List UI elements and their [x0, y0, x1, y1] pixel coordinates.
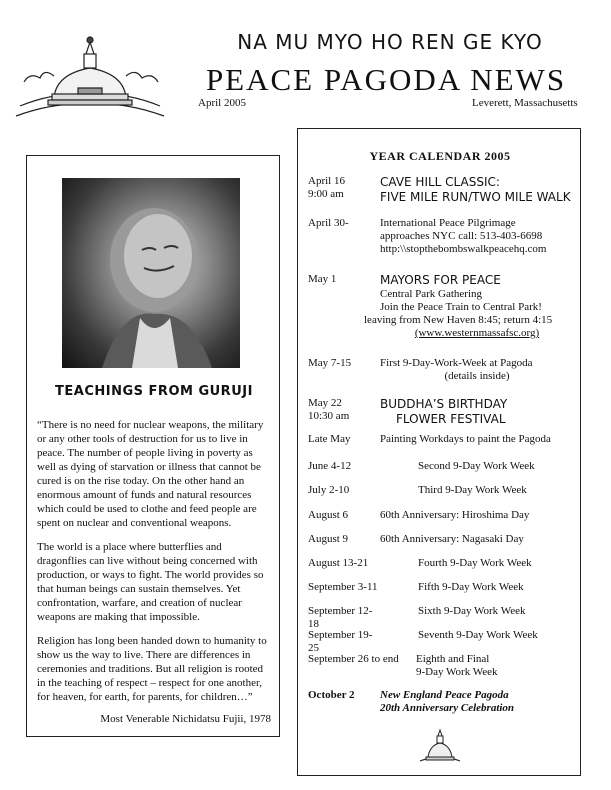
event-line: Second 9-Day Work Week	[418, 460, 535, 472]
event-line: Painting Workdays to paint the Pagoda	[380, 433, 551, 445]
event-line: Join the Peace Train to Central Park!	[380, 301, 542, 313]
event-date: May 22	[308, 397, 342, 409]
event-line: FIVE MILE RUN/TWO MILE WALK	[380, 190, 571, 204]
event-date: Late May	[308, 433, 351, 445]
event-date: April 16	[308, 175, 345, 187]
event-time: 9:00 am	[308, 188, 344, 200]
newsletter-title: PEACE PAGODA NEWS	[205, 62, 567, 97]
event-date: August 13-21	[308, 557, 369, 569]
event-line: Fifth 9-Day Work Week	[418, 581, 524, 593]
event-line: approaches NYC call: 513-403-6698	[380, 230, 543, 242]
event-date: July 2-10	[308, 484, 350, 496]
event-link[interactable]: http:\\stopthebombswalkpeacehq.com	[380, 243, 547, 255]
event-line: CAVE HILL CLASSIC:	[380, 175, 500, 189]
issue-location: Leverett, Massachusetts	[472, 97, 578, 109]
event-line: BUDDHA’S BIRTHDAY	[380, 397, 508, 411]
event-line: leaving from New Haven 8:45; return 4:15	[364, 314, 553, 326]
teachings-heading: TEACHINGS FROM GURUJI	[55, 384, 253, 399]
event-line: Eighth and Final	[416, 653, 490, 665]
event-line: MAYORS FOR PEACE	[380, 273, 501, 287]
event-line: New England Peace Pagoda	[380, 689, 509, 701]
event-line: Third 9-Day Work Week	[418, 484, 527, 496]
event-line: International Peace Pilgrimage	[380, 217, 516, 229]
event-link[interactable]: (www.westernmassafsc.org)	[414, 327, 540, 339]
teachings-paragraph: “There is no need for nuclear weapons, the military or any other tools of destruction for us to live in peace. The number of people living in poverty as well as dying of starvation or illness that cannot be cured is on the rise today. On the other hand an enormous amount of funds and natural resources which could be used to clothe and feed people are spent on nuclear and conventional weapons.	[37, 419, 264, 529]
event-date: September 26 to end	[308, 653, 399, 665]
peace-pagoda-logo	[14, 32, 166, 124]
year-calendar-box	[297, 128, 581, 776]
event-date: August 6	[308, 509, 349, 521]
event-line: 60th Anniversary: Nagasaki Day	[380, 533, 524, 545]
calendar-heading: YEAR CALENDAR 2005	[369, 149, 511, 163]
event-line: (details inside)	[444, 370, 510, 382]
event-line: FLOWER FESTIVAL	[396, 412, 506, 426]
event-date: May 7-15	[308, 357, 352, 369]
event-date: June 4-12	[308, 460, 352, 472]
event-line: Central Park Gathering	[380, 288, 483, 300]
event-line: Fourth 9-Day Work Week	[418, 557, 532, 569]
event-line: 20th Anniversary Celebration	[380, 702, 515, 714]
teachings-text	[37, 418, 273, 714]
teachings-attribution: Most Venerable Nichidatsu Fujii, 1978	[100, 713, 271, 725]
event-line: 9-Day Work Week	[416, 666, 498, 678]
event-date: September 3-11	[308, 581, 378, 593]
event-line: First 9-Day-Work-Week at Pagoda	[380, 357, 533, 369]
teachings-box	[26, 155, 280, 737]
teachings-paragraph: Religion has long been handed down to humanity to show us the way to live. There are differences in ceremonies and traditions. But all religion is rooted in the teaching of respect – respect for one another, for heaven, for earth, for parents, for children…”	[37, 635, 267, 703]
event-line: Seventh 9-Day Work Week	[418, 629, 538, 641]
issue-date: April 2005	[198, 97, 246, 109]
event-date: August 9	[308, 533, 349, 545]
event-time: 10:30 am	[308, 410, 350, 422]
event-line: 60th Anniversary: Hiroshima Day	[380, 509, 530, 521]
event-date: September 12-18	[308, 605, 373, 630]
event-date: April 30-	[308, 217, 349, 229]
event-line: Sixth 9-Day Work Week	[418, 605, 526, 617]
event-date: September 19-25	[308, 629, 373, 654]
guruji-portrait-photo	[62, 178, 240, 368]
event-date: May 1	[308, 273, 337, 285]
event-date: October 2	[308, 689, 355, 701]
pagoda-mini-icon	[416, 727, 464, 767]
teachings-paragraph: The world is a place where butterflies and dragonflies can live without being concerned with production, or ways to fight. The world provides so that human beings can sustain themselves. Yet confrontation, warfare, and creation of nuclear weapons are making that impossible.	[37, 541, 264, 623]
mantra-heading: NA MU MYO HO REN GE KYO	[237, 30, 543, 54]
